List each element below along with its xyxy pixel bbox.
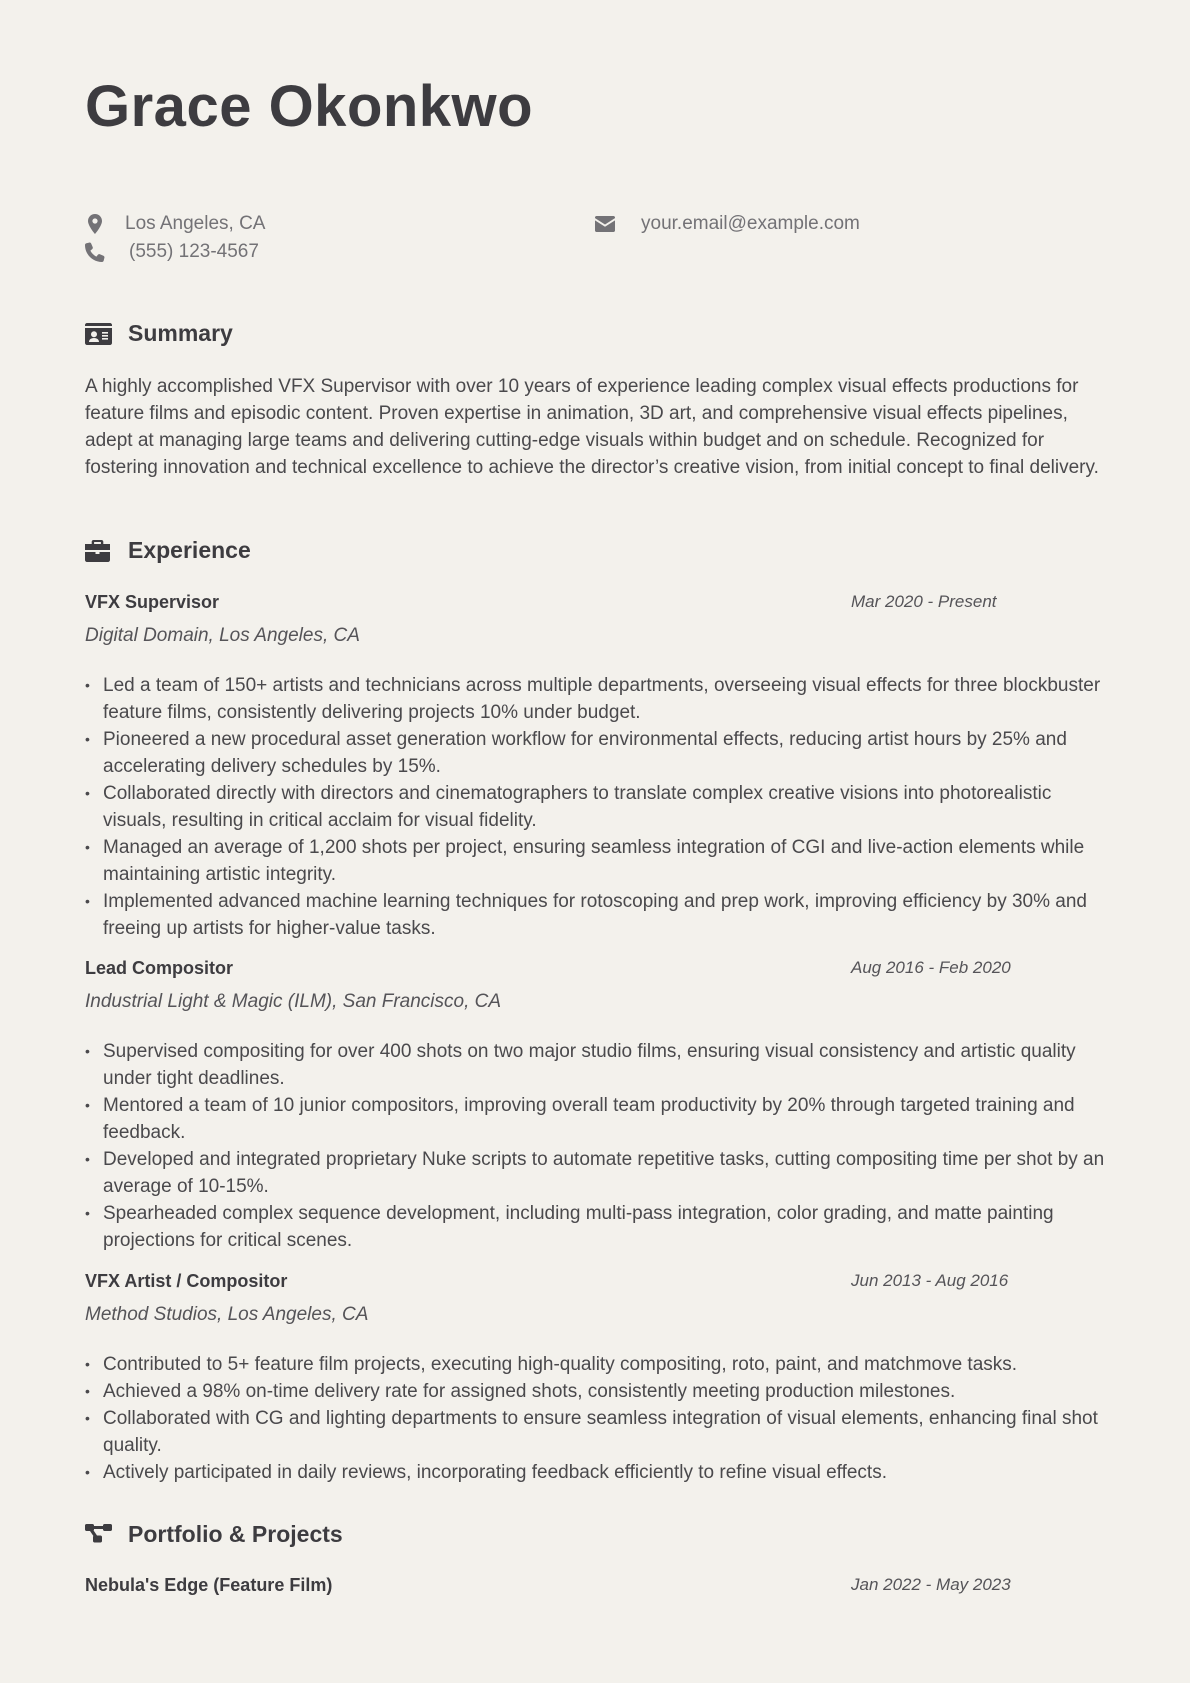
project-dates: Jan 2022 - May 2023 (851, 1575, 1011, 1594)
job-title: Lead Compositor (85, 958, 234, 978)
phone-icon (85, 242, 105, 262)
job-title: VFX Artist / Compositor (85, 1271, 288, 1291)
briefcase-icon (85, 539, 113, 563)
map-marker-icon (85, 214, 105, 234)
bullet-item: • Achieved a 98% on-time delivery rate for assigned shots, consistently meeting production milestones. (103, 1378, 1113, 1405)
bullet-item: • Contributed to 5+ feature film projects, executing high-quality compositing, roto, paint, and matchmove tasks. (103, 1351, 1113, 1378)
portfolio-title: Portfolio & Projects (128, 1521, 343, 1547)
job-dates: Jun 2013 - Aug 2016 (851, 1271, 1009, 1290)
bullet-item: • Led a team of 150+ artists and technicians across multiple departments, overseeing visual effects for three blockbuster feature films, consistently delivering projects 10% under budget. (103, 672, 1113, 726)
job-bullets (85, 1038, 1113, 1254)
phone-text[interactable]: (555) 123-4567 (129, 241, 259, 262)
summary-title: Summary (128, 320, 233, 346)
contact-location (85, 212, 265, 236)
job-bullets (85, 672, 1113, 942)
contact-email (595, 212, 860, 236)
job-title: VFX Supervisor (85, 592, 220, 612)
envelope-icon (595, 214, 615, 234)
project-diagram-icon (85, 1523, 113, 1547)
experience-title: Experience (128, 537, 251, 563)
bullet-item: • Implemented advanced machine learning techniques for rotoscoping and prep work, improving efficiency by 30% and freeing up artists for higher-value tasks. (103, 888, 1113, 942)
job-bullets (85, 1351, 1113, 1486)
bullet-item: • Collaborated with CG and lighting departments to ensure seamless integration of visual elements, enhancing final shot quality. (103, 1405, 1113, 1459)
bullet-item: • Collaborated directly with directors and cinematographers to translate complex creative visions into photorealistic visuals, resulting in critical acclaim for visual fidelity. (103, 780, 1113, 834)
email-text[interactable]: your.email@example.com (641, 213, 860, 234)
job-company: Method Studios, Los Angeles, CA (85, 1304, 369, 1325)
job-dates: Aug 2016 - Feb 2020 (851, 958, 1011, 977)
section-heading-portfolio (85, 1521, 343, 1548)
section-heading-experience (85, 537, 251, 564)
bullet-item: • Pioneered a new procedural asset generation workflow for environmental effects, reducing artist hours by 25% and accelerating delivery schedules by 15%. (103, 726, 1113, 780)
job-company: Industrial Light & Magic (ILM), San Francisco, CA (85, 991, 502, 1012)
bullet-item: • Supervised compositing for over 400 shots on two major studio films, ensuring visual consistency and artistic quality under tight deadlines. (103, 1038, 1113, 1092)
job-company: Digital Domain, Los Angeles, CA (85, 625, 360, 646)
project-title: Nebula's Edge (Feature Film) (85, 1575, 333, 1595)
contact-phone (85, 240, 259, 264)
job-dates: Mar 2020 - Present (851, 592, 997, 611)
location-text: Los Angeles, CA (125, 213, 266, 234)
candidate-name: Grace Okonkwo (85, 74, 534, 139)
bullet-item: • Managed an average of 1,200 shots per project, ensuring seamless integration of CGI and live-action elements while maintaining artistic integrity. (103, 834, 1113, 888)
bullet-item: • Mentored a team of 10 junior compositors, improving overall team productivity by 20% through targeted training and feedback. (103, 1092, 1113, 1146)
section-heading-summary (85, 320, 233, 347)
bullet-item: • Developed and integrated proprietary Nuke scripts to automate repetitive tasks, cutting compositing time per shot by an average of 10-15%. (103, 1146, 1113, 1200)
bullet-item: • Spearheaded complex sequence development, including multi-pass integration, color grading, and matte painting projections for critical scenes. (103, 1200, 1113, 1254)
id-card-icon (85, 322, 113, 346)
summary-text: A highly accomplished VFX Supervisor with over 10 years of experience leading complex visual effects productions for feature films and episodic content. Proven expertise in animation, 3D art, and comprehensive visual effects pipelines, adept at managing large teams and delivering cutting-edge visuals within budget and on schedule. Recognized for fostering innovation and technical excellence to achieve the director’s creative vision, from initial concept to final delivery. (85, 376, 1099, 478)
bullet-item: • Actively participated in daily reviews, incorporating feedback efficiently to refine visual effects. (103, 1459, 1113, 1486)
